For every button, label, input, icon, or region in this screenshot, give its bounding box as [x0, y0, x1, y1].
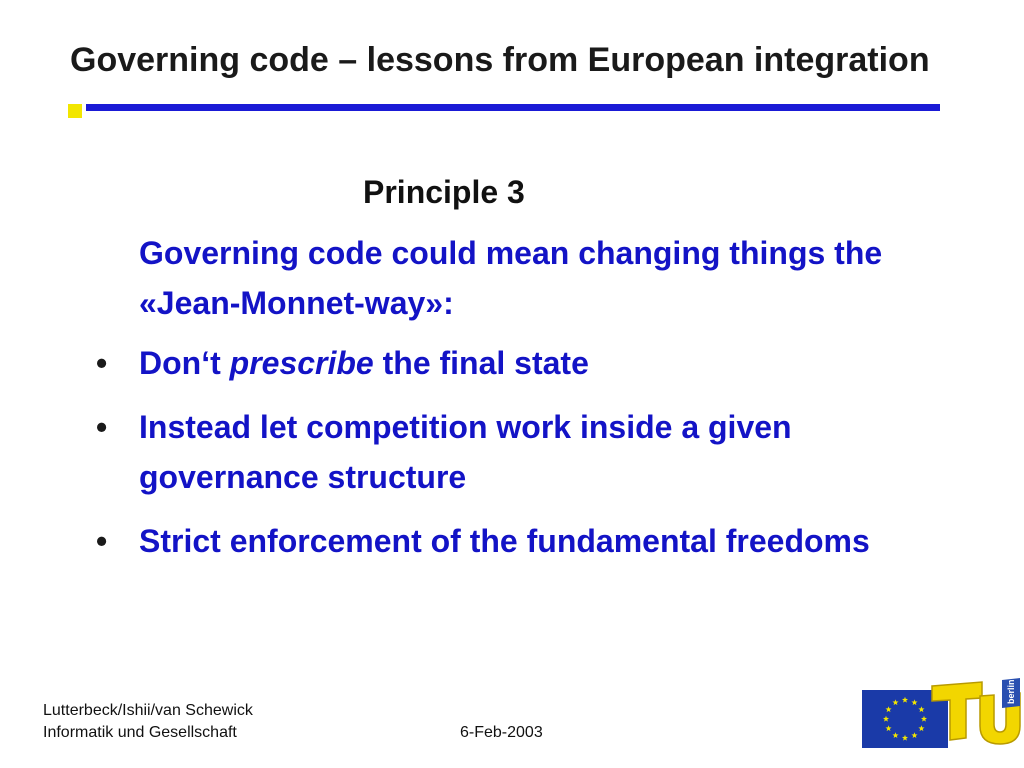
bullet-text-after: the final state: [373, 345, 589, 381]
eu-star-icon: [886, 706, 892, 712]
eu-star-icon: [911, 699, 917, 705]
bullet-text-before: Don‘t: [139, 345, 230, 381]
logo-block: [862, 676, 1024, 746]
footer-date: 6-Feb-2003: [460, 724, 543, 741]
eu-star-icon: [892, 699, 898, 705]
bullet-item: [96, 516, 946, 566]
bullet-text-emphasis: prescribe: [229, 345, 374, 381]
eu-star-icon: [886, 725, 892, 731]
eu-star-icon: [892, 732, 898, 738]
bullet-item: [96, 338, 946, 388]
tu-logo-graphic: [924, 676, 1024, 750]
footer-course: Informatik und Gesellschaft: [43, 724, 237, 741]
bullet-symbol: •: [96, 523, 108, 559]
eu-star-icon: [883, 716, 889, 722]
footer-authors: Lutterbeck/Ishii/van Schewick: [43, 702, 253, 719]
bullet-text: Strict enforcement of the fundamental freedoms: [139, 523, 870, 559]
title-accent-square: [68, 104, 82, 118]
principle-heading: Principle 3: [363, 174, 525, 210]
bullet-symbol: •: [96, 409, 108, 445]
footer-credits: [43, 700, 253, 744]
bullet-text: Instead let competition work inside a given governance structure: [139, 409, 792, 495]
slide-title: Governing code – lessons from European integration: [70, 41, 930, 79]
title-underline-rule: [86, 104, 940, 111]
tu-logo-label: berlin: [1006, 679, 1016, 704]
tu-berlin-logo-icon: [924, 676, 1024, 750]
eu-star-icon: [902, 735, 908, 741]
intro-text: Governing code could mean changing things the «Jean-Monnet-way»:: [139, 235, 883, 321]
bullet-list: [96, 338, 946, 580]
bullet-item: [96, 402, 946, 502]
bullet-symbol: •: [96, 345, 108, 381]
eu-star-icon: [902, 697, 908, 703]
eu-star-icon: [911, 732, 917, 738]
